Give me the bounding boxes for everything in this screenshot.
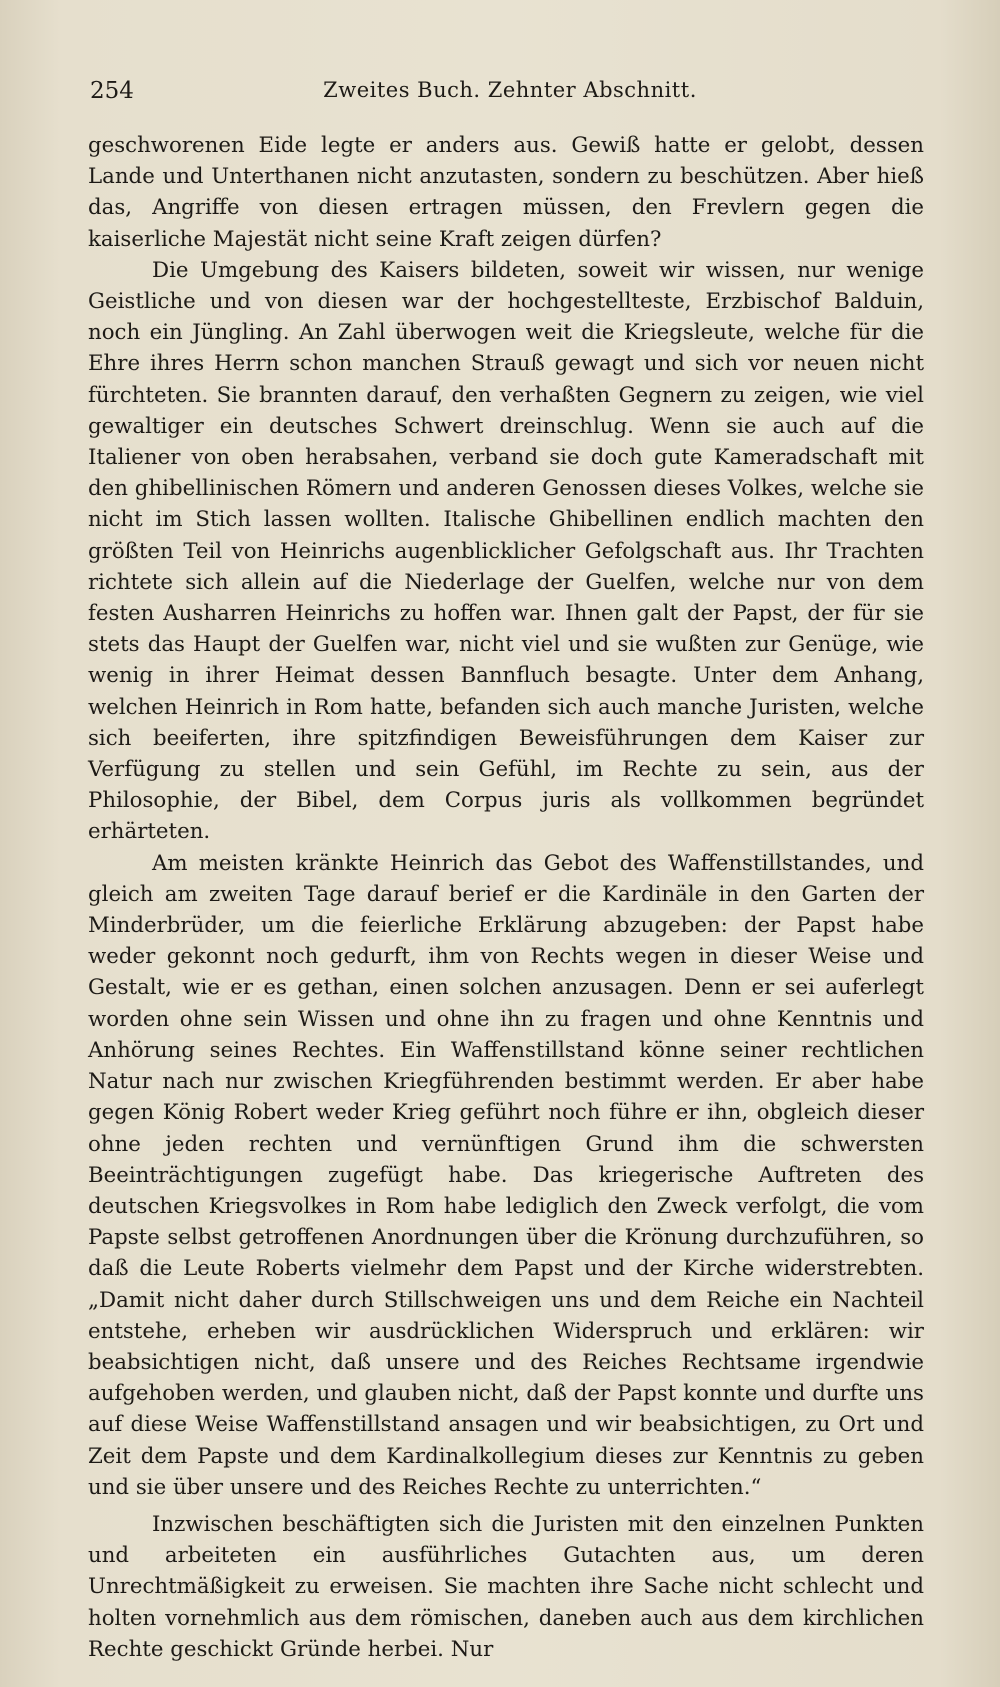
paragraph-continuation: geschworenen Eide legte er anders aus. Gewiß hatte er gelobt, dessen Lande und Unterthanen nicht anzutasten, sondern zu beschützen. Aber hieß das, Angriffe von diesen ertragen müssen, den Frevlern gegen die kaiserliche Majestät nicht seine Kraft zeigen dürfen? xyxy=(88,133,924,252)
page-header xyxy=(90,78,930,114)
page-number: 254 xyxy=(90,78,134,104)
paragraph-jurists-opinion: Inzwischen beschäftigten sich die Juristen mit den einzelnen Punkten und arbeiteten ein ausführliches Gutachten aus, um deren Unrechtmäßigkeit zu erweisen. Sie machten ihre Sache nicht schlecht und holten vornehmlich aus dem römischen, daneben auch aus dem kirchlichen Rechte geschickt Gründe herbei. Nur xyxy=(88,1511,924,1662)
paragraph-armistice-protest: Am meisten kränkte Heinrich das Gebot des Waffenstillstandes, und gleich am zweiten Tage darauf berief er die Kardinäle in den Garten der Minderbrüder, um die feierliche Erklärung abzugeben: der Papst habe weder gekonnt noch gedurft, ihm von Rechts wegen in dieser Weise und Gestalt, wie er es gethan, einen solchen anzusagen. Denn er sei auferlegt worden ohne sein Wissen und ohne ihn zu fragen und ohne Kenntnis und Anhörung seines Rechtes. Ein Waffenstillstand könne seiner rechtlichen Natur nach nur zwischen Kriegführenden bestimmt werden. Er aber habe gegen König Robert weder Krieg geführt noch führe er ihn, obgleich dieser ohne jeden rechten und vernünftigen Grund ihm die schwersten Beeinträchtigungen zugefügt habe. Das kriegerische Auftreten des deutschen Kriegsvolkes in Rom habe lediglich den Zweck verfolgt, die vom Papste selbst getroffenen Anordnungen über die Krönung durchzuführen, so daß die Leute Roberts vielmehr dem Papst und der Kirche widerstrebten. „Damit nicht daher durch Stillschweigen uns und dem Reiche ein Nachteil entstehe, erheben wir ausdrücklichen Widerspruch und erklären: wir beabsichtigen nicht, daß unsere und des Reiches Rechtsame irgendwie aufgehoben werden, und glauben nicht, daß der Papst konnte und durfte uns auf diese Weise Waffenstillstand ansagen und wir beabsichtigen, zu Ort und Zeit dem Papste und dem Kardinalkollegium dieses zur Kenntnis zu geben und sie über unsere und des Reiches Rechte zu unterrichten.“ xyxy=(88,850,924,1500)
paragraph-emperor-entourage: Die Umgebung des Kaisers bildeten, soweit wir wissen, nur wenige Geistliche und von diesen war der hochgestellteste, Erzbischof Balduin, noch ein Jüngling. An Zahl überwogen weit die Kriegsleute, welche für die Ehre ihres Herrn schon manchen Strauß gewagt und sich vor neuen nicht fürchteten. Sie brannten darauf, den verhaßten Gegnern zu zeigen, wie viel gewaltiger ein deutsches Schwert dreinschlug. Wenn sie auch auf die Italiener von oben herabsahen, verband sie doch gute Kameradschaft mit den ghibellinischen Römern und anderen Genossen dieses Volkes, welche sie nicht im Stich lassen wollten. Italische Ghibellinen endlich machten den größten Teil von Heinrichs augenblicklicher Gefolgschaft aus. Ihr Trachten richtete sich allein auf die Niederlage der Guelfen, welche nur von dem festen Ausharren Heinrichs zu hoffen war. Ihnen galt der Papst, der für sie stets das Haupt der Guelfen war, nicht viel und sie wußten zur Genüge, wie wenig in ihrer Heimat dessen Bannfluch besagte. Unter dem Anhang, welchen Heinrich in Rom hatte, befanden sich auch manche Juristen, welche sich beeiferten, ihre spitzfindigen Beweisführungen dem Kaiser zur Verfügung zu stellen und sein Gefühl, im Rechte zu sein, aus der Philosophie, der Bibel, dem Corpus juris als vollkommen begründet erhärteten. xyxy=(88,257,924,845)
page-body xyxy=(88,130,924,1665)
running-head: Zweites Buch. Zehnter Abschnitt. xyxy=(323,78,697,102)
